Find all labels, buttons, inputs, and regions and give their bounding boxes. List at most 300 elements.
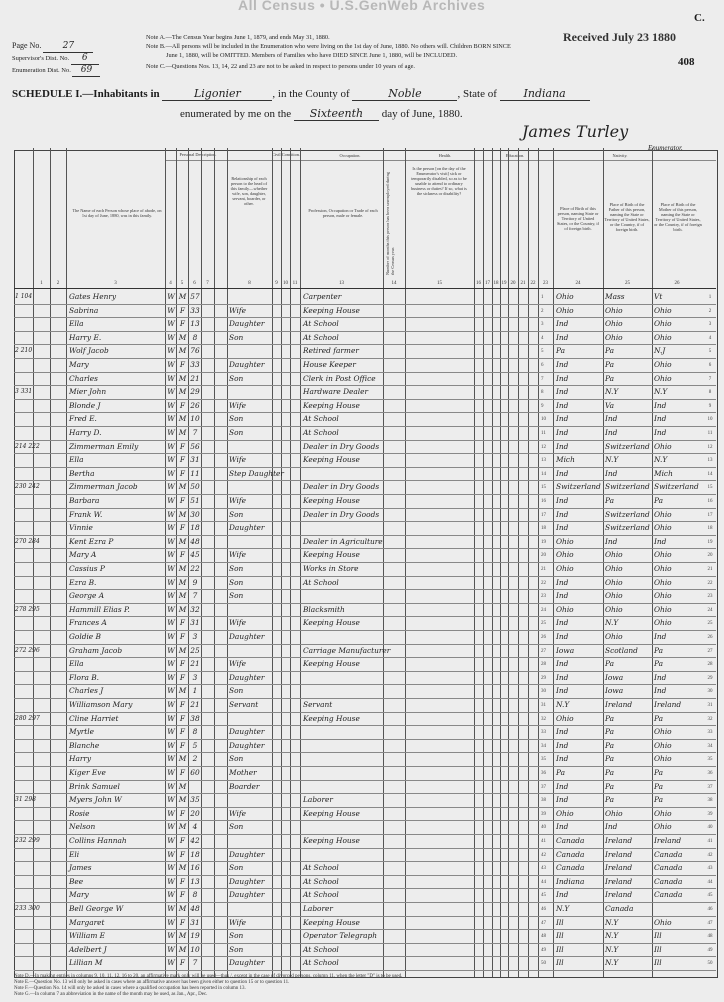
cell-fpob: Ireland bbox=[605, 849, 633, 859]
cell-age: 2 bbox=[192, 754, 198, 764]
cell-age: 30 bbox=[190, 509, 200, 519]
cell-rel: Daughter bbox=[229, 849, 265, 859]
cell-fpob: Switzerland bbox=[605, 509, 650, 519]
cell-rel: Daughter bbox=[229, 958, 265, 968]
cell-occ: Retired farmer bbox=[303, 346, 359, 356]
cell-mpob: Pa bbox=[654, 781, 664, 791]
cell-rel: Son bbox=[229, 428, 244, 437]
cell-fpob: Pa bbox=[605, 496, 615, 505]
note-e: Note E.—Question No. 13 will only be asked in cases where an affirmative answer has been given either to question 15 or to question 11. bbox=[14, 980, 290, 986]
cell-mpob: Ohio bbox=[654, 822, 672, 832]
cell-sex: F bbox=[179, 496, 186, 505]
note-f: Note F.—Question No. 14 will only be asked in cases where a qualified occupation has been reported in column 13. bbox=[14, 986, 246, 992]
row-number: 49 bbox=[541, 947, 546, 953]
cell-color: W bbox=[167, 822, 175, 832]
state-label: , State of bbox=[457, 88, 497, 100]
line-number: 24 bbox=[707, 607, 713, 613]
cell-name: Bell George W bbox=[69, 904, 124, 913]
cell-pob: Ohio bbox=[556, 564, 574, 573]
page-number: 27 bbox=[43, 41, 93, 53]
cell-occ: At School bbox=[303, 890, 339, 900]
line-number: 20 bbox=[707, 553, 713, 559]
note-b-continued: June 1, 1880, will be OMITTED. Members of Families who have DIED SINCE June 1, 1880, will be INCLUDED. bbox=[166, 52, 458, 59]
cell-fpob: N.Y bbox=[605, 387, 619, 397]
cell-sex: M bbox=[178, 346, 187, 356]
cell-pob: Ind bbox=[556, 509, 569, 519]
cell-color: W bbox=[167, 564, 175, 573]
cell-name: Myers John W bbox=[69, 795, 122, 805]
column-number: 2 bbox=[56, 281, 60, 286]
cell-pob: Ind bbox=[556, 428, 569, 437]
row-number: 1 bbox=[541, 295, 544, 300]
cell-fpob: N.Y bbox=[605, 917, 619, 927]
footer-notes bbox=[14, 974, 402, 998]
cell-name: Wolf Jacob bbox=[69, 346, 109, 356]
cell-occ: Works in Store bbox=[303, 564, 359, 573]
cell-age: 10 bbox=[190, 944, 200, 954]
row-number: 2 bbox=[541, 308, 544, 314]
cell-fpob: Switzerland bbox=[605, 482, 650, 492]
cell-fpob: Ireland bbox=[605, 700, 633, 709]
cell-fpob: Pa bbox=[605, 727, 615, 737]
cell-name: Ella bbox=[69, 659, 84, 669]
row-divider bbox=[14, 372, 716, 373]
row-divider bbox=[14, 521, 716, 522]
row-number: 20 bbox=[541, 553, 546, 559]
row-number: 36 bbox=[541, 771, 546, 776]
cell-name: Brink Samuel bbox=[69, 781, 120, 791]
group-nativity: Nativity. bbox=[612, 153, 628, 158]
row-number: 11 bbox=[541, 431, 546, 436]
watermark: All Census • U.S.GenWeb Archives bbox=[238, 0, 486, 13]
row-divider bbox=[14, 589, 716, 590]
cell-pob: Ill bbox=[556, 917, 564, 927]
header-pob-mother: Place of Birth of the Mother of this person, naming the State or Territory of United States, or the Country, if of foreign birth. bbox=[654, 202, 702, 232]
cell-name: Adelbert J bbox=[69, 944, 107, 954]
cell-sex: F bbox=[179, 659, 186, 669]
row-divider bbox=[14, 820, 716, 821]
cell-color: W bbox=[167, 550, 175, 560]
row-number: 22 bbox=[541, 580, 546, 586]
row-divider bbox=[14, 834, 716, 835]
cell-fpob: N.Y bbox=[605, 455, 619, 465]
cell-fpob: Ireland bbox=[605, 876, 633, 886]
cell-name: Bertha bbox=[69, 468, 95, 478]
column-number: 15 bbox=[437, 281, 442, 286]
column-number: 11 bbox=[292, 281, 298, 286]
cell-color: W bbox=[167, 618, 175, 628]
cell-sex: M bbox=[178, 536, 187, 546]
header-pob-father: Place of Birth of the Father of this person, naming the State or Territory of United States, or the Country, if of foreign birth. bbox=[604, 202, 650, 232]
cell-sex: M bbox=[178, 754, 187, 764]
row-divider bbox=[14, 440, 716, 441]
cell-pob: Ohio bbox=[556, 536, 574, 546]
cell-age: 50 bbox=[190, 482, 200, 492]
cell-pob: Mich bbox=[556, 455, 575, 465]
cell-mpob: Switzerland bbox=[654, 482, 699, 492]
row-number: 5 bbox=[541, 349, 544, 355]
cell-age: 42 bbox=[190, 836, 200, 845]
row-number: 17 bbox=[541, 512, 546, 518]
row-number: 44 bbox=[541, 879, 546, 885]
row-number: 16 bbox=[541, 499, 546, 504]
line-number: 13 bbox=[707, 458, 713, 464]
row-divider bbox=[14, 358, 716, 359]
cell-dwelling: 270 284 bbox=[15, 537, 40, 545]
cell-mpob: Ohio bbox=[654, 808, 672, 818]
cell-name: Charles bbox=[69, 373, 98, 383]
cell-mpob: Ohio bbox=[654, 550, 672, 560]
row-number: 23 bbox=[541, 594, 546, 600]
cell-mpob: Ohio bbox=[654, 332, 672, 342]
line-number: 15 bbox=[707, 485, 713, 491]
group-occupation: Occupation. bbox=[339, 153, 361, 158]
note-c: Note C.—Questions Nos. 13, 14, 22 and 23 are not to be asked in respect to persons under 10 years of age. bbox=[146, 63, 415, 70]
cell-name: Kent Ezra P bbox=[69, 536, 114, 546]
row-number: 42 bbox=[541, 852, 546, 858]
cell-age: 3 bbox=[192, 672, 198, 682]
enumerated-prefix: enumerated by me on the bbox=[180, 108, 292, 120]
row-number: 14 bbox=[541, 471, 546, 477]
cell-pob: Ind bbox=[556, 618, 569, 628]
cell-age: 13 bbox=[190, 876, 200, 886]
line-number: 34 bbox=[707, 743, 713, 749]
cell-color: W bbox=[167, 740, 175, 750]
column-number: 8 bbox=[248, 281, 251, 286]
cell-name: Lillian M bbox=[69, 958, 103, 968]
cell-name: Kiger Eve bbox=[69, 768, 106, 777]
column-number: 18 bbox=[493, 281, 499, 286]
row-divider bbox=[14, 766, 716, 767]
row-number: 13 bbox=[541, 458, 546, 464]
cell-occ: At School bbox=[303, 319, 339, 329]
cell-name: Cline Harriet bbox=[69, 713, 119, 723]
cell-fpob: Ohio bbox=[605, 305, 623, 315]
cell-age: 48 bbox=[190, 904, 200, 913]
column-number: 20 bbox=[510, 281, 516, 286]
line-number: 36 bbox=[707, 771, 713, 776]
cell-fpob: Va bbox=[605, 400, 615, 410]
row-divider bbox=[14, 304, 716, 305]
column-number: 5 bbox=[180, 281, 184, 286]
cell-sex: F bbox=[179, 400, 186, 410]
cell-name: William E bbox=[69, 931, 106, 941]
header-pob: Place of Birth of this person, naming State or Territory of United States, or the Country, if of foreign birth. bbox=[557, 206, 599, 231]
row-number: 9 bbox=[541, 403, 544, 409]
row-divider bbox=[14, 331, 716, 332]
row-number: 38 bbox=[541, 798, 546, 804]
cell-occ: At School bbox=[303, 958, 339, 968]
cell-color: W bbox=[167, 509, 175, 519]
column-number: 6 bbox=[193, 281, 196, 286]
line-number: 5 bbox=[708, 349, 712, 355]
enumeration-day: Sixteenth bbox=[294, 107, 379, 121]
row-number: 24 bbox=[541, 607, 546, 613]
cell-pob: Ill bbox=[556, 958, 564, 968]
cell-name: Eli bbox=[69, 849, 80, 859]
cell-age: 48 bbox=[190, 536, 200, 546]
cell-dwelling: 2 210 bbox=[15, 347, 33, 355]
cell-name: Mary bbox=[69, 360, 89, 369]
cell-fpob: Canada bbox=[605, 904, 634, 913]
cell-mpob: Ireland bbox=[654, 836, 682, 845]
cell-dwelling: 278 295 bbox=[15, 605, 40, 613]
cell-sex: F bbox=[179, 727, 186, 737]
cell-fpob: Ind bbox=[605, 468, 618, 478]
cell-pob: Ohio bbox=[556, 550, 574, 560]
cell-color: W bbox=[167, 346, 175, 356]
cell-age: 8 bbox=[192, 332, 198, 342]
cell-sex: F bbox=[179, 523, 186, 533]
cell-sex: M bbox=[178, 686, 187, 696]
cell-mpob: Ohio bbox=[654, 740, 672, 750]
cell-age: 29 bbox=[190, 387, 200, 397]
cell-occ: Servant bbox=[303, 700, 333, 709]
cell-mpob: Pa bbox=[654, 768, 664, 777]
cell-rel: Wife bbox=[229, 550, 246, 560]
cell-sex: M bbox=[178, 795, 187, 805]
cell-pob: Ohio bbox=[556, 604, 574, 614]
row-number: 31 bbox=[541, 703, 546, 708]
cell-dwelling: 233 300 bbox=[15, 905, 40, 912]
cell-sex: M bbox=[178, 428, 187, 437]
row-number: 33 bbox=[541, 730, 546, 736]
cell-pob: Ind bbox=[556, 387, 569, 397]
cell-pob: Ohio bbox=[556, 292, 574, 301]
line-number: 14 bbox=[707, 471, 713, 477]
row-number: 27 bbox=[541, 648, 546, 654]
cell-sex: M bbox=[178, 904, 187, 913]
cell-pob: Ind bbox=[556, 781, 569, 791]
cell-color: W bbox=[167, 482, 175, 492]
line-number: 19 bbox=[707, 539, 713, 545]
column-number: 17 bbox=[485, 281, 490, 286]
row-divider bbox=[14, 576, 716, 577]
cell-pob: Ind bbox=[556, 727, 569, 737]
cell-name: Mier John bbox=[69, 387, 107, 397]
row-number: 39 bbox=[541, 811, 546, 817]
cell-mpob: Canada bbox=[654, 863, 683, 873]
cell-color: W bbox=[167, 781, 175, 791]
cell-fpob: Ohio bbox=[605, 550, 623, 560]
cell-color: W bbox=[167, 849, 175, 859]
cell-fpob: N.Y bbox=[605, 618, 619, 628]
cell-rel: Son bbox=[229, 332, 244, 342]
received-stamp: Received July 23 1880 bbox=[563, 30, 676, 44]
line-number: 23 bbox=[707, 594, 713, 600]
cell-name: Fred E. bbox=[69, 414, 97, 424]
cell-age: 38 bbox=[190, 713, 200, 723]
cell-pob: Indiana bbox=[556, 876, 585, 886]
cell-occ: Carpenter bbox=[303, 292, 342, 301]
cell-rel: Wife bbox=[229, 496, 246, 505]
cell-fpob: Pa bbox=[605, 781, 615, 791]
row-divider bbox=[14, 970, 716, 971]
cell-name: Harry D. bbox=[69, 428, 102, 437]
cell-fpob: Switzerland bbox=[605, 441, 650, 451]
cell-color: W bbox=[167, 387, 175, 397]
cell-age: 7 bbox=[192, 428, 198, 437]
cell-fpob: Ind bbox=[605, 428, 618, 437]
row-number: 12 bbox=[541, 444, 546, 450]
header-months: Number of months this person has been unemployed during the Census year. bbox=[385, 172, 395, 275]
line-number: 40 bbox=[707, 825, 713, 831]
row-divider bbox=[14, 902, 716, 903]
cell-rel: Wife bbox=[229, 618, 246, 628]
cell-fpob: Pa bbox=[605, 346, 615, 356]
header-sick: Is the person [on the day of the Enumerator's visit] sick or temporarily disabled, so as to be unable to attend to ordinary business or duties? If so, what is the sickness or disability? bbox=[411, 166, 467, 196]
row-number: 18 bbox=[541, 526, 546, 532]
cell-occ: At School bbox=[303, 944, 339, 954]
cell-sex: M bbox=[178, 564, 187, 573]
cell-mpob: N.J bbox=[654, 346, 666, 356]
cell-age: 18 bbox=[190, 849, 200, 859]
cell-fpob: Pa bbox=[605, 754, 615, 764]
row-number: 30 bbox=[541, 689, 546, 695]
cell-name: Frank W. bbox=[69, 509, 103, 519]
cell-name: Barbara bbox=[69, 496, 100, 505]
cell-rel: Wife bbox=[229, 659, 246, 669]
cell-color: W bbox=[167, 468, 175, 478]
cell-sex: F bbox=[179, 740, 186, 750]
cell-dwelling: 3 331 bbox=[15, 388, 33, 396]
cell-name: Zimmerman Emily bbox=[69, 441, 139, 451]
row-number: 3 bbox=[541, 322, 544, 328]
cell-age: 21 bbox=[190, 659, 200, 669]
row-number: 41 bbox=[541, 839, 546, 844]
line-number: 33 bbox=[707, 730, 713, 736]
cell-sex: F bbox=[179, 836, 186, 845]
cell-occ: Keeping House bbox=[303, 659, 360, 669]
header-relationship: Relationship of each person to the head of this family—whether wife, son, daughter, servant, boarder, or other. bbox=[230, 176, 268, 206]
cell-name: Blanche bbox=[69, 740, 100, 750]
cell-pob: Ind bbox=[556, 659, 569, 669]
line-number: 41 bbox=[707, 839, 713, 844]
cell-fpob: Ohio bbox=[605, 319, 623, 329]
cell-age: 32 bbox=[190, 604, 200, 614]
cell-sex: M bbox=[178, 373, 187, 383]
cell-pob: Ind bbox=[556, 632, 569, 641]
cell-mpob: Ill bbox=[654, 958, 662, 968]
cell-pob: Ind bbox=[556, 400, 569, 410]
row-divider bbox=[14, 548, 716, 549]
row-number: 48 bbox=[541, 934, 546, 940]
cell-rel: Son bbox=[229, 509, 244, 519]
cell-color: W bbox=[167, 836, 175, 845]
cell-name: Flora B. bbox=[69, 672, 100, 682]
cell-mpob: Ind bbox=[654, 536, 667, 546]
page-number-block bbox=[12, 40, 100, 77]
cell-age: 26 bbox=[190, 400, 200, 410]
cell-mpob: Ohio bbox=[654, 754, 672, 764]
column-number: 21 bbox=[520, 281, 526, 286]
row-number: 47 bbox=[541, 920, 546, 926]
enumerator-label: Enumerator. bbox=[648, 144, 683, 152]
supervisor-label: Supervisor's Dist. No. bbox=[12, 55, 70, 62]
cell-color: W bbox=[167, 645, 175, 655]
cell-fpob: Iowa bbox=[605, 672, 624, 682]
cell-sex: F bbox=[179, 468, 186, 478]
row-number: 25 bbox=[541, 621, 546, 627]
note-b: Note B.—All persons will be included in the Enumeration who were living on the 1st day of June, 1880. No others will. Children BORN SINCE bbox=[146, 43, 511, 50]
cell-pob: Canada bbox=[556, 849, 585, 859]
cell-sex: F bbox=[179, 876, 186, 886]
cell-sex: M bbox=[178, 645, 187, 655]
row-number: 40 bbox=[541, 825, 546, 831]
cell-age: 51 bbox=[190, 496, 200, 505]
cell-dwelling: 1 104 bbox=[15, 293, 33, 300]
cell-rel: Son bbox=[229, 863, 244, 873]
row-divider bbox=[14, 426, 716, 427]
cell-pob: Ind bbox=[556, 496, 569, 505]
note-a: Note A.—The Census Year begins June 1, 1879, and ends May 31, 1880. bbox=[146, 34, 330, 41]
column-number: 23 bbox=[543, 281, 548, 286]
cell-fpob: Ireland bbox=[605, 863, 633, 873]
row-divider bbox=[14, 739, 716, 740]
cell-occ: Keeping House bbox=[303, 496, 360, 505]
cell-name: Hammill Elias P. bbox=[69, 604, 130, 614]
cell-pob: Switzerland bbox=[556, 482, 601, 492]
enumerator-signature: James Turley bbox=[522, 122, 629, 141]
cell-dwelling: 272 296 bbox=[15, 646, 40, 654]
row-number: 43 bbox=[541, 866, 546, 872]
cell-rel: Wife bbox=[229, 400, 246, 410]
cell-sex: F bbox=[179, 319, 186, 329]
supervisor-number: 6 bbox=[71, 53, 99, 65]
row-number: 34 bbox=[541, 743, 546, 749]
cell-pob: Canada bbox=[556, 836, 585, 845]
enumeration-number: 69 bbox=[72, 65, 100, 77]
cell-fpob: Ind bbox=[605, 536, 618, 546]
cell-pob: Ind bbox=[556, 822, 569, 832]
cell-age: 3 bbox=[192, 632, 198, 641]
cell-sex: F bbox=[179, 455, 186, 465]
cell-pob: Ind bbox=[556, 686, 569, 696]
cell-rel: Mother bbox=[229, 768, 257, 777]
cell-mpob: N.Y bbox=[654, 455, 668, 465]
cell-mpob: Pa bbox=[654, 659, 664, 669]
cell-color: W bbox=[167, 441, 175, 451]
cell-pob: Canada bbox=[556, 863, 585, 873]
cell-age: 5 bbox=[192, 740, 198, 750]
row-number: 19 bbox=[541, 539, 546, 545]
cell-age: 19 bbox=[190, 931, 200, 941]
cell-age: 8 bbox=[192, 727, 198, 737]
cell-occ: At School bbox=[303, 863, 339, 873]
row-divider bbox=[14, 848, 716, 849]
cell-rel: Son bbox=[229, 373, 244, 383]
line-number: 43 bbox=[707, 866, 713, 872]
cell-rel: Boarder bbox=[229, 781, 260, 791]
cell-age: 31 bbox=[190, 917, 200, 927]
cell-pob: Pa bbox=[556, 346, 566, 356]
cell-mpob: Ohio bbox=[654, 604, 672, 614]
cell-pob: Ind bbox=[556, 319, 569, 329]
cell-pob: Ind bbox=[556, 332, 569, 342]
cell-occ: At School bbox=[303, 428, 339, 437]
cell-pob: Ind bbox=[556, 414, 569, 424]
line-number: 8 bbox=[708, 390, 712, 396]
cell-sex: M bbox=[178, 863, 187, 873]
column-number: 7 bbox=[206, 281, 209, 286]
cell-age: 16 bbox=[190, 863, 200, 873]
cell-mpob: Ohio bbox=[654, 373, 672, 383]
line-number: 11 bbox=[707, 431, 713, 436]
row-divider bbox=[14, 684, 716, 685]
line-number: 44 bbox=[707, 879, 713, 885]
column-number: 22 bbox=[530, 281, 536, 286]
cell-color: W bbox=[167, 332, 175, 342]
